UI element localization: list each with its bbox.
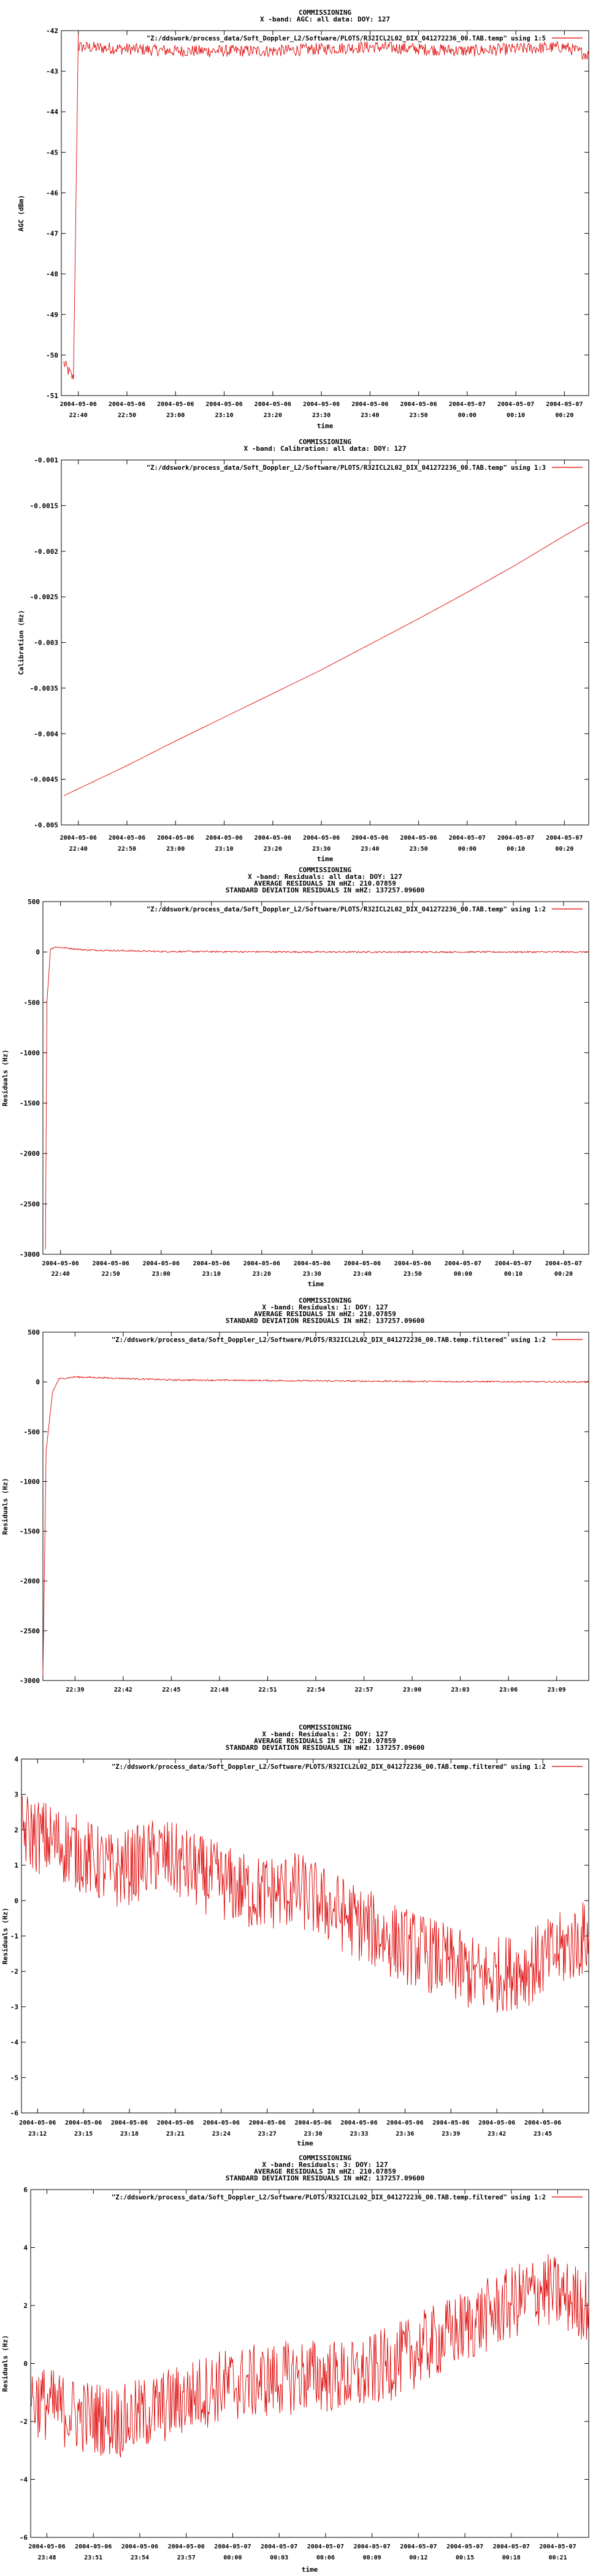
y-tick-label: -6 [19, 2534, 28, 2542]
chart-3 [1, 866, 589, 1288]
legend-label: "Z:/ddswork/process_data/Soft_Doppler_L2/Software/PLOTS/R32ICL2L02_DIX_041272236_00.TAB.temp" using 1:2 [146, 906, 546, 913]
x-tick-label: 23:03 [451, 1687, 470, 1693]
legend-label: "Z:/ddswork/process_data/Soft_Doppler_L2/Software/PLOTS/R32ICL2L02_DIX_041272236_00.TAB.temp.filtered" using 1:2 [111, 2194, 546, 2201]
y-tick-label: 3 [14, 1790, 18, 1799]
chart-subtitle: AVERAGE RESIDUALS IN mHZ: 210.07859 [254, 880, 396, 887]
x-tick-label: 23:18 [120, 2131, 139, 2137]
y-tick-label: -500 [23, 999, 40, 1007]
x-tick-label: 23:00 [166, 846, 185, 853]
x-tick-date: 2004-05-07 [448, 401, 486, 408]
legend-label: "Z:/ddswork/process_data/Soft_Doppler_L2/Software/PLOTS/R32ICL2L02_DIX_041272236_00.TAB.temp.filtered" using 1:2 [111, 1336, 546, 1344]
x-axis-label: time [316, 422, 334, 430]
x-tick-date: 2004-05-06 [167, 2543, 205, 2550]
y-tick-label: -4 [19, 2475, 28, 2484]
y-tick-label: -46 [46, 189, 58, 197]
y-axis-label: Calibration (Hz) [17, 610, 25, 675]
x-tick-date: 2004-05-06 [432, 2120, 470, 2126]
x-tick-label: 23:54 [130, 2555, 150, 2561]
chart-6 [1, 2154, 589, 2574]
y-tick-label: -2500 [19, 1200, 40, 1208]
x-tick-label: 22:39 [66, 1687, 85, 1693]
x-tick-date: 2004-05-06 [248, 2120, 286, 2126]
y-axis-label: Residuals (Hz) [1, 1049, 9, 1106]
series-line [64, 34, 589, 380]
x-tick-label: 23:36 [396, 2131, 415, 2137]
x-tick-date: 2004-05-06 [42, 1260, 79, 1267]
x-tick-label: 22:50 [101, 1271, 120, 1278]
x-tick-date: 2004-05-07 [446, 2543, 484, 2550]
legend-label: "Z:/ddswork/process_data/Soft_Doppler_L2/Software/PLOTS/R32ICL2L02_DIX_041272236_00.TAB.temp" using 1:5 [146, 35, 546, 42]
y-tick-label: -6 [10, 2109, 18, 2117]
x-tick-date: 2004-05-06 [65, 2120, 102, 2126]
x-axis-label: time [297, 2139, 313, 2147]
y-tick-label: 500 [28, 1328, 40, 1336]
x-tick-label: 22:45 [162, 1687, 181, 1693]
series-line [45, 947, 589, 1249]
x-tick-label: 23:40 [361, 412, 380, 419]
x-tick-label: 23:15 [74, 2131, 93, 2137]
chart-title: COMMISSIONING [298, 9, 352, 17]
plot-frame [43, 902, 589, 1254]
x-tick-date: 2004-05-06 [254, 401, 291, 408]
x-tick-date: 2004-05-06 [75, 2543, 112, 2550]
y-tick-label: -2 [19, 2418, 28, 2426]
x-tick-label: 22:48 [210, 1687, 229, 1693]
x-tick-label: 22:51 [258, 1687, 277, 1693]
y-tick-label: -0.005 [34, 821, 58, 829]
x-tick-label: 23:21 [166, 2131, 185, 2137]
y-tick-label: -48 [46, 270, 58, 278]
y-tick-label: -0.0015 [29, 502, 58, 510]
x-axis-label: time [307, 1280, 324, 1288]
y-tick-label: 0 [36, 948, 40, 957]
x-tick-date: 2004-05-07 [261, 2543, 298, 2550]
x-tick-date: 2004-05-06 [142, 1260, 180, 1267]
x-tick-date: 2004-05-06 [386, 2120, 424, 2126]
x-tick-label: 00:15 [456, 2555, 475, 2561]
y-tick-label: -4 [10, 2038, 18, 2047]
x-tick-label: 00:20 [554, 1271, 573, 1278]
x-tick-label: 22:40 [69, 412, 88, 419]
y-tick-label: -49 [46, 310, 58, 319]
x-tick-date: 2004-05-06 [108, 401, 146, 408]
x-tick-label: 00:00 [457, 846, 477, 853]
x-tick-date: 2004-05-06 [157, 835, 194, 841]
x-tick-date: 2004-05-06 [110, 2120, 148, 2126]
series-line [31, 2254, 589, 2458]
y-axis-label: Residuals (Hz) [1, 1478, 9, 1535]
y-tick-label: -50 [46, 351, 58, 359]
x-tick-date: 2004-05-06 [524, 2120, 562, 2126]
y-tick-label: 6 [23, 2186, 28, 2194]
x-tick-label: 00:10 [507, 412, 526, 419]
x-tick-label: 23:40 [353, 1271, 372, 1278]
x-tick-label: 00:09 [362, 2555, 381, 2561]
x-tick-label: 00:20 [555, 412, 574, 419]
y-tick-label: -3 [10, 2003, 18, 2011]
plot-frame [43, 1332, 589, 1681]
x-tick-label: 00:18 [502, 2555, 521, 2561]
x-tick-date: 2004-05-06 [302, 401, 340, 408]
x-tick-label: 00:06 [316, 2555, 335, 2561]
x-tick-label: 23:50 [409, 846, 428, 853]
x-tick-date: 2004-05-06 [202, 2120, 240, 2126]
x-tick-label: 00:10 [503, 1271, 523, 1278]
x-tick-label: 00:12 [409, 2555, 428, 2561]
y-axis-label: Residuals (Hz) [1, 2335, 9, 2392]
chart-subtitle: AVERAGE RESIDUALS IN mHZ: 210.07859 [254, 2168, 396, 2175]
series-line [64, 522, 589, 795]
x-tick-label: 23:10 [215, 846, 234, 853]
y-tick-label: -1 [10, 1932, 18, 1941]
x-tick-date: 2004-05-07 [444, 1260, 482, 1267]
chart-title: COMMISSIONING [298, 438, 352, 446]
x-tick-label: 23:42 [488, 2131, 507, 2137]
y-tick-label: 2 [14, 1826, 18, 1834]
y-tick-label: -2000 [19, 1577, 40, 1585]
chart-title: COMMISSIONING [298, 2154, 352, 2162]
y-tick-label: -0.0035 [29, 684, 58, 692]
x-tick-date: 2004-05-06 [478, 2120, 516, 2126]
x-tick-label: 23:00 [166, 412, 185, 419]
x-tick-date: 2004-05-06 [394, 1260, 432, 1267]
x-tick-date: 2004-05-07 [545, 1260, 583, 1267]
chart-title: COMMISSIONING [298, 1297, 352, 1305]
y-tick-label: 1 [14, 1861, 18, 1870]
x-tick-date: 2004-05-07 [492, 2543, 530, 2550]
x-tick-label: 23:12 [28, 2131, 47, 2137]
legend-label: "Z:/ddswork/process_data/Soft_Doppler_L2/Software/PLOTS/R32ICL2L02_DIX_041272236_00.TAB.temp" using 1:3 [146, 464, 546, 472]
x-tick-label: 23:30 [312, 412, 331, 419]
x-tick-label: 23:20 [263, 412, 282, 419]
chart-subtitle: STANDARD DEVIATION RESIDUALS IN mHZ: 137257.09600 [225, 886, 425, 894]
y-tick-label: 0 [23, 2359, 28, 2368]
chart-subtitle: STANDARD DEVIATION RESIDUALS IN mHZ: 137257.09600 [225, 1744, 425, 1752]
x-axis-label: time [301, 2566, 318, 2574]
y-tick-label: 4 [14, 1755, 18, 1763]
y-tick-label: 500 [28, 898, 40, 906]
y-tick-label: -43 [46, 67, 58, 76]
x-tick-date: 2004-05-06 [193, 1260, 230, 1267]
x-tick-date: 2004-05-06 [351, 835, 389, 841]
y-axis-label: AGC (dBm) [17, 194, 25, 232]
chart-subtitle: X -band: Residuals: all data: DOY: 127 [248, 873, 402, 881]
chart-subtitle: X -band: Residuals: 1: DOY: 127 [262, 1303, 388, 1311]
y-tick-label: -45 [46, 148, 58, 157]
y-tick-label: -2000 [19, 1149, 40, 1158]
x-tick-label: 23:09 [547, 1687, 566, 1693]
x-tick-label: 23:40 [361, 846, 380, 853]
x-tick-date: 2004-05-06 [243, 1260, 280, 1267]
x-tick-date: 2004-05-06 [293, 1260, 331, 1267]
x-tick-date: 2004-05-06 [121, 2543, 159, 2550]
x-tick-date: 2004-05-06 [157, 401, 194, 408]
y-tick-label: -0.004 [34, 730, 58, 738]
x-tick-date: 2004-05-07 [546, 835, 583, 841]
chart-subtitle: STANDARD DEVIATION RESIDUALS IN mHZ: 137257.09600 [225, 2174, 425, 2182]
x-tick-date: 2004-05-06 [108, 835, 146, 841]
x-tick-label: 23:27 [258, 2131, 277, 2137]
y-tick-label: -2 [10, 1968, 18, 1976]
y-tick-label: -3000 [19, 1677, 40, 1685]
chart-title: COMMISSIONING [298, 1723, 352, 1731]
x-tick-date: 2004-05-06 [92, 1260, 129, 1267]
y-tick-label: -2500 [19, 1627, 40, 1635]
chart-subtitle: AVERAGE RESIDUALS IN mHZ: 210.07859 [254, 1737, 396, 1745]
x-tick-date: 2004-05-06 [59, 835, 97, 841]
x-tick-date: 2004-05-06 [400, 835, 437, 841]
chart-subtitle: X -band: AGC: all data: DOY: 127 [260, 15, 390, 23]
x-tick-label: 23:00 [403, 1687, 422, 1693]
chart-5 [1, 1723, 589, 2147]
x-tick-date: 2004-05-06 [205, 401, 243, 408]
x-tick-label: 23:06 [499, 1687, 518, 1693]
x-tick-label: 23:00 [151, 1271, 170, 1278]
chart-title: COMMISSIONING [298, 866, 352, 874]
x-tick-label: 22:54 [306, 1687, 326, 1693]
series-line [43, 1376, 589, 1676]
x-axis-label: time [316, 855, 334, 863]
x-tick-date: 2004-05-06 [294, 2120, 332, 2126]
x-tick-date: 2004-05-06 [59, 401, 97, 408]
y-tick-label: -0.001 [34, 456, 58, 464]
x-tick-label: 22:40 [51, 1271, 70, 1278]
x-tick-date: 2004-05-06 [19, 2120, 56, 2126]
x-tick-label: 23:20 [263, 846, 282, 853]
x-tick-label: 22:40 [69, 846, 88, 853]
y-tick-label: 0 [36, 1378, 40, 1387]
x-tick-label: 00:03 [270, 2555, 289, 2561]
chart-subtitle: STANDARD DEVIATION RESIDUALS IN mHZ: 137257.09600 [225, 1317, 425, 1325]
x-tick-label: 23:39 [442, 2131, 461, 2137]
x-tick-label: 22:57 [354, 1687, 373, 1693]
x-tick-date: 2004-05-07 [400, 2543, 437, 2550]
x-tick-label: 23:30 [312, 846, 331, 853]
y-tick-label: -44 [46, 108, 58, 117]
x-tick-date: 2004-05-07 [307, 2543, 344, 2550]
chart-subtitle: X -band: Residuals: 2: DOY: 127 [262, 1730, 388, 1738]
x-tick-label: 23:24 [212, 2131, 231, 2137]
x-tick-date: 2004-05-06 [343, 1260, 381, 1267]
x-tick-label: 22:50 [117, 412, 137, 419]
y-tick-label: -1500 [19, 1099, 40, 1108]
x-tick-date: 2004-05-06 [156, 2120, 194, 2126]
x-tick-label: 23:10 [202, 1271, 221, 1278]
y-tick-label: 2 [23, 2302, 28, 2310]
chart-2 [17, 438, 589, 863]
y-tick-label: -1000 [19, 1049, 40, 1057]
y-tick-label: -0.003 [34, 638, 58, 647]
x-tick-label: 23:57 [177, 2555, 196, 2561]
chart-subtitle: X -band: Residuals: 3: DOY: 127 [262, 2161, 388, 2169]
x-tick-date: 2004-05-06 [28, 2543, 66, 2550]
chart-4 [1, 1297, 589, 1693]
chart-subtitle: X -band: Calibration: all data: DOY: 127 [243, 445, 407, 453]
y-tick-label: -500 [23, 1428, 40, 1436]
x-tick-label: 22:50 [117, 846, 137, 853]
x-tick-date: 2004-05-07 [546, 401, 583, 408]
x-tick-date: 2004-05-07 [448, 835, 486, 841]
x-tick-label: 23:51 [84, 2555, 103, 2561]
x-tick-date: 2004-05-06 [205, 835, 243, 841]
x-tick-label: 22:42 [113, 1687, 132, 1693]
y-axis-label: Residuals (Hz) [1, 1907, 9, 1965]
x-tick-date: 2004-05-07 [539, 2543, 576, 2550]
x-tick-label: 23:50 [409, 412, 428, 419]
x-tick-date: 2004-05-06 [400, 401, 437, 408]
chart-1 [17, 9, 589, 430]
plot-frame [61, 460, 589, 825]
x-tick-label: 00:20 [555, 846, 574, 853]
plot-frame [21, 1759, 589, 2113]
y-tick-label: -51 [46, 392, 58, 400]
y-tick-label: -0.0045 [29, 775, 58, 784]
y-tick-label: 0 [14, 1896, 18, 1905]
series-line [22, 1796, 589, 2012]
x-tick-label: 23:10 [215, 412, 234, 419]
y-tick-label: -42 [46, 27, 58, 35]
x-tick-date: 2004-05-06 [351, 401, 389, 408]
plot-frame [61, 31, 589, 396]
x-tick-label: 23:48 [37, 2555, 56, 2561]
x-tick-date: 2004-05-07 [214, 2543, 251, 2550]
y-tick-label: -0.0025 [29, 593, 58, 602]
x-tick-label: 23:30 [304, 2131, 323, 2137]
x-tick-label: 00:21 [548, 2555, 567, 2561]
y-tick-label: -47 [46, 229, 58, 238]
x-tick-date: 2004-05-07 [353, 2543, 391, 2550]
x-tick-date: 2004-05-07 [497, 835, 535, 841]
x-tick-label: 00:00 [457, 412, 477, 419]
y-tick-label: -0.002 [34, 547, 58, 556]
y-tick-label: -3000 [19, 1251, 40, 1259]
x-tick-label: 00:10 [507, 846, 526, 853]
x-tick-date: 2004-05-06 [340, 2120, 378, 2126]
y-tick-label: -5 [10, 2074, 18, 2082]
x-tick-label: 00:00 [453, 1271, 472, 1278]
x-tick-label: 23:50 [403, 1271, 422, 1278]
chart-subtitle: AVERAGE RESIDUALS IN mHZ: 210.07859 [254, 1310, 396, 1318]
x-tick-label: 23:33 [350, 2131, 369, 2137]
x-tick-label: 00:00 [223, 2555, 242, 2561]
y-tick-label: 4 [23, 2244, 28, 2252]
x-tick-label: 23:20 [252, 1271, 271, 1278]
y-tick-label: -1000 [19, 1478, 40, 1486]
y-tick-label: -1500 [19, 1527, 40, 1536]
x-tick-label: 23:30 [302, 1271, 321, 1278]
x-tick-date: 2004-05-07 [497, 401, 535, 408]
x-tick-date: 2004-05-06 [254, 835, 291, 841]
x-tick-date: 2004-05-06 [302, 835, 340, 841]
x-tick-date: 2004-05-07 [494, 1260, 532, 1267]
x-tick-label: 23:45 [534, 2131, 553, 2137]
legend-label: "Z:/ddswork/process_data/Soft_Doppler_L2/Software/PLOTS/R32ICL2L02_DIX_041272236_00.TAB.temp.filtered" using 1:2 [111, 1763, 546, 1771]
